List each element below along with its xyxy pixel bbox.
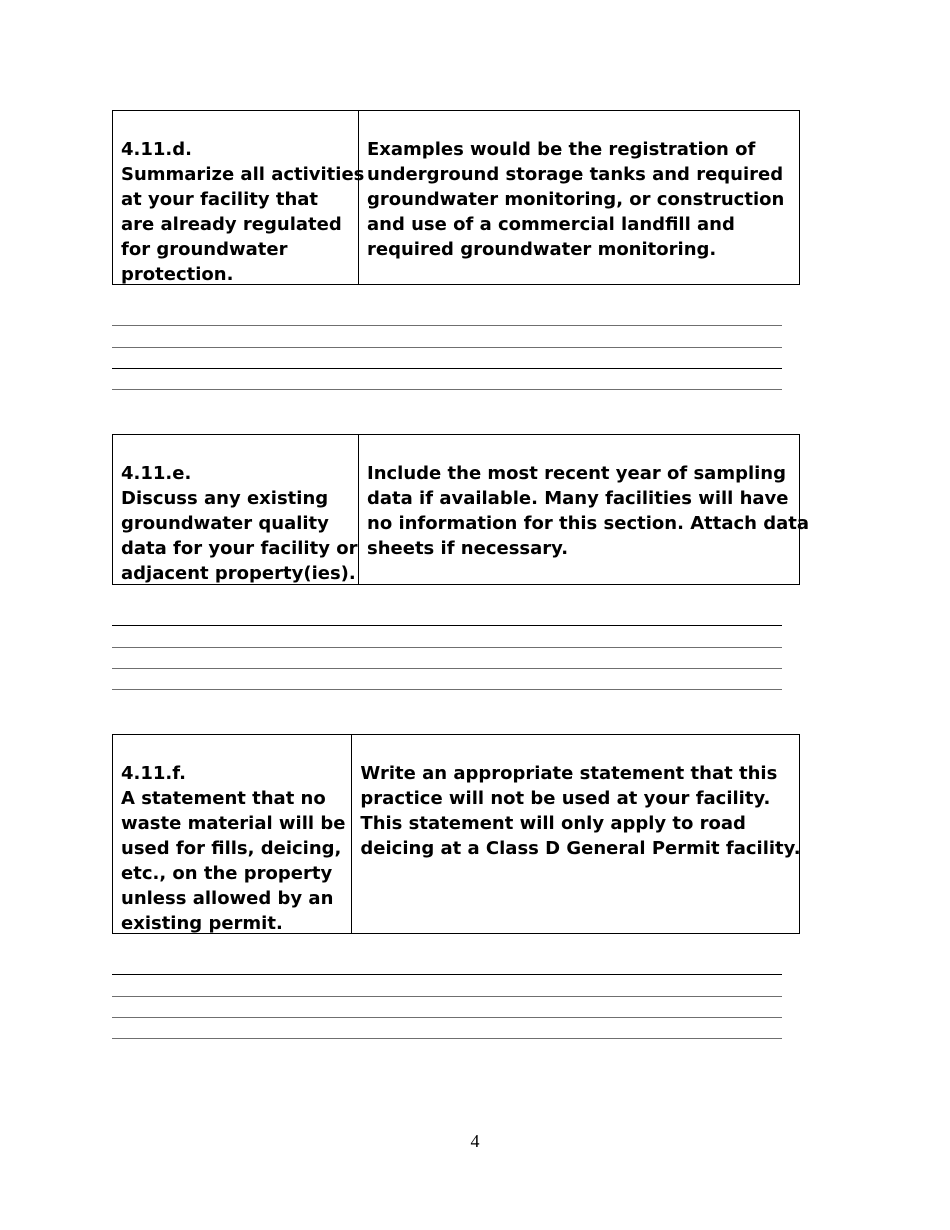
- question-line: unless allowed by an: [121, 888, 334, 909]
- answer-line[interactable]: [112, 647, 782, 648]
- question-line: Discuss any existing: [121, 488, 329, 509]
- guidance-line: data if available. Many facilities will have: [367, 488, 789, 509]
- question-line: data for your facility or: [121, 538, 358, 559]
- question-line: at your facility that: [121, 189, 319, 210]
- guidance-line: Write an appropriate statement that this: [360, 763, 778, 784]
- question-cell: [113, 111, 365, 285]
- guidance-line: required groundwater monitoring.: [367, 239, 717, 260]
- guidance-cell: [359, 435, 815, 584]
- guidance-line: Include the most recent year of sampling: [367, 463, 787, 484]
- question-table: [112, 110, 800, 285]
- guidance-line: deicing at a Class D General Permit facility.: [360, 838, 801, 859]
- question-line: waste material will be: [121, 813, 346, 834]
- question-line: A statement that no: [121, 788, 326, 809]
- answer-line[interactable]: [112, 996, 782, 997]
- answer-line[interactable]: [112, 625, 782, 626]
- section-4-11-f: [112, 734, 800, 934]
- answer-line[interactable]: [112, 974, 782, 975]
- guidance-line: Examples would be the registration of: [367, 139, 756, 160]
- guidance-line: This statement will only apply to road: [360, 813, 746, 834]
- question-line: adjacent property(ies).: [121, 563, 356, 584]
- question-line: groundwater quality: [121, 513, 329, 534]
- guidance-line: no information for this section. Attach data: [367, 513, 810, 534]
- answer-line[interactable]: [112, 368, 782, 369]
- guidance-line: sheets if necessary.: [367, 538, 569, 559]
- answer-line[interactable]: [112, 1017, 782, 1018]
- question-id: 4.11.f.: [121, 763, 186, 784]
- question-cell: [113, 435, 359, 584]
- question-line: Summarize all activities: [121, 164, 365, 185]
- guidance-cell: [359, 111, 799, 284]
- answer-line[interactable]: [112, 389, 782, 390]
- question-id: 4.11.e.: [121, 463, 192, 484]
- question-table: [112, 434, 810, 585]
- guidance-line: practice will not be used at your facility.: [360, 788, 771, 809]
- question-line: are already regulated: [121, 214, 342, 235]
- question-line: used for fills, deicing,: [121, 838, 342, 859]
- answer-line[interactable]: [112, 1038, 782, 1039]
- answer-line[interactable]: [112, 325, 782, 326]
- question-cell: [113, 735, 352, 933]
- guidance-line: underground storage tanks and required: [367, 164, 784, 185]
- guidance-cell: [352, 735, 806, 933]
- answer-line[interactable]: [112, 347, 782, 348]
- question-id: 4.11.d.: [121, 139, 192, 160]
- section-4-11-e: [112, 434, 810, 585]
- question-line: existing permit.: [121, 913, 283, 934]
- guidance-line: and use of a commercial landfill and: [367, 214, 735, 235]
- page-number: 4: [470, 1131, 480, 1151]
- question-line: etc., on the property: [121, 863, 333, 884]
- question-line: protection.: [121, 264, 234, 285]
- section-4-11-d: [112, 110, 800, 285]
- guidance-line: groundwater monitoring, or construction: [367, 189, 785, 210]
- question-table: [112, 734, 800, 934]
- answer-line[interactable]: [112, 668, 782, 669]
- question-line: for groundwater: [121, 239, 288, 260]
- answer-line[interactable]: [112, 689, 782, 690]
